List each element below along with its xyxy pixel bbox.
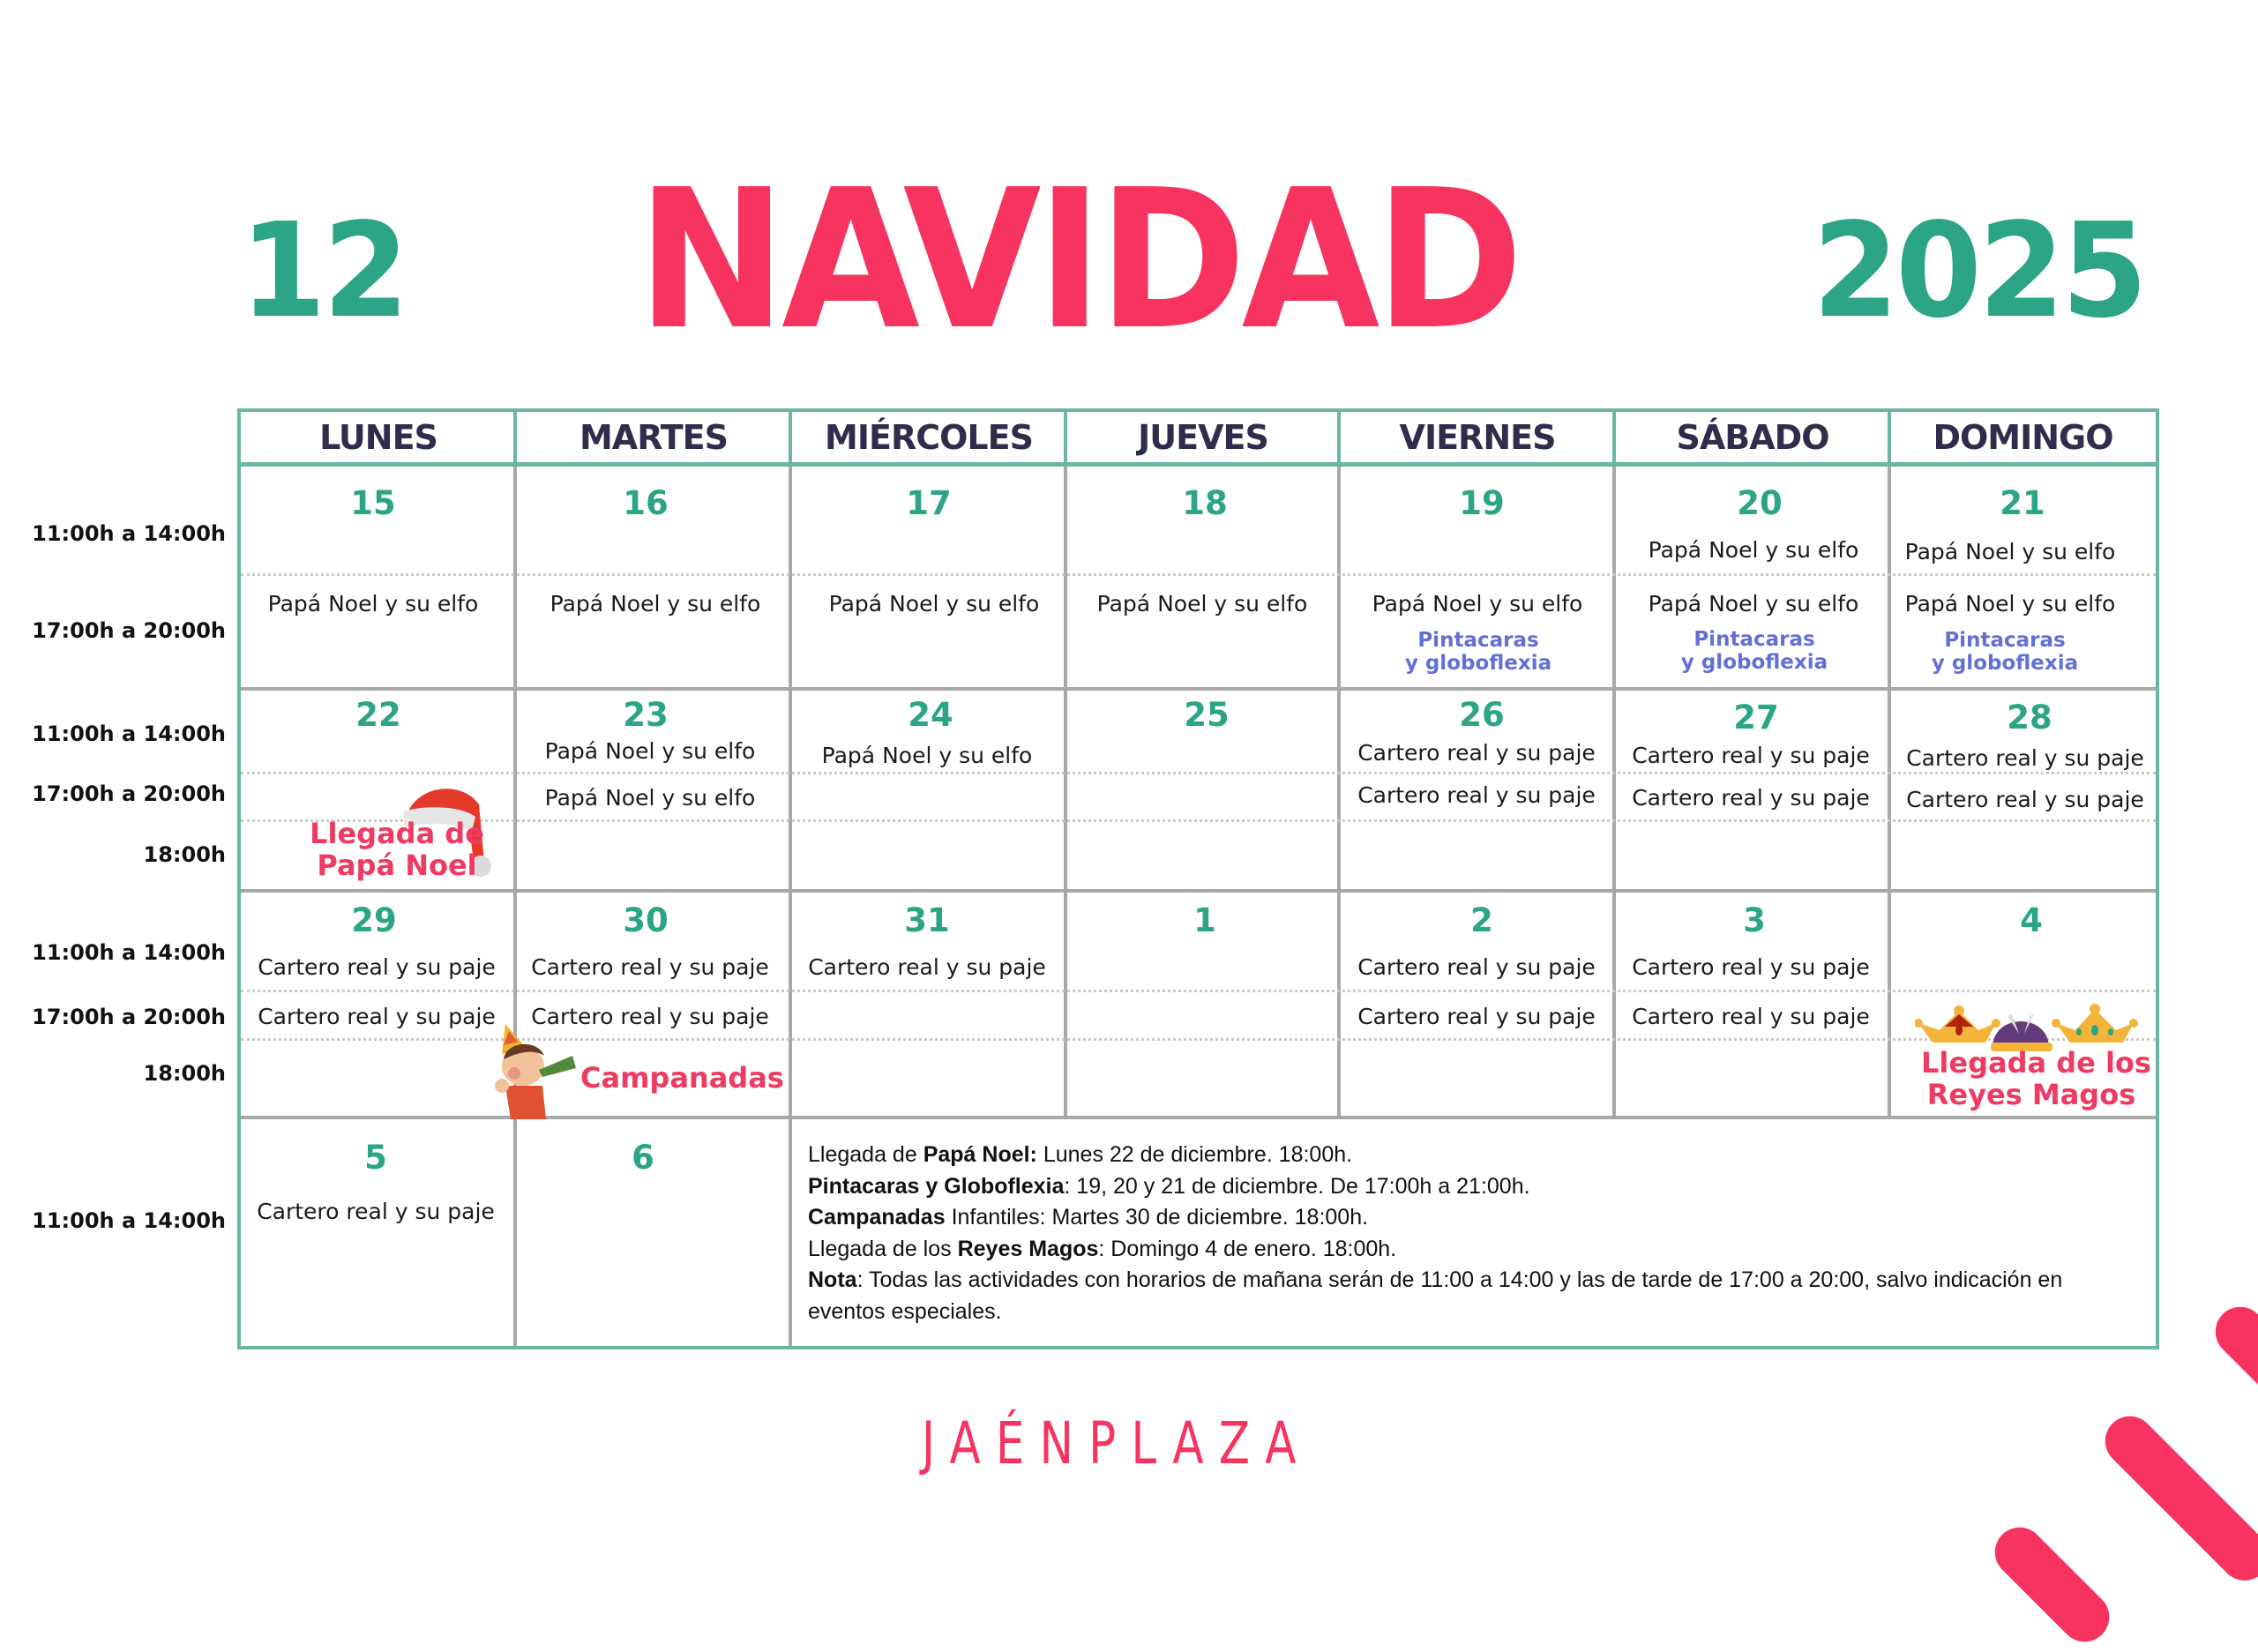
activity: Papá Noel y su elfo	[1648, 537, 1859, 563]
activity: Papá Noel y su elfo	[267, 591, 479, 617]
pintacaras-line: Pintacaras	[1694, 628, 1815, 651]
divider	[1888, 467, 1891, 1119]
slot-divider	[241, 772, 2156, 774]
activity: Cartero real y su paje	[1357, 954, 1596, 980]
activity: Papá Noel y su elfo	[550, 591, 761, 617]
day-number: 21	[2000, 484, 2045, 522]
weekday-lunes: LUNES	[241, 412, 516, 467]
divider	[1888, 412, 1891, 465]
activity: Papá Noel y su elfo	[1372, 591, 1583, 617]
day-number: 28	[2007, 699, 2052, 736]
day-number: 27	[1733, 699, 1779, 736]
pintacaras-label	[1932, 629, 2078, 675]
decorative-stripe	[2205, 1297, 2258, 1419]
time-label: 17:00h a 20:00h	[32, 1005, 226, 1029]
activity: Cartero real y su paje	[1632, 954, 1870, 980]
page-title: NAVIDAD	[637, 149, 1519, 372]
activity: Cartero real y su paje	[257, 1199, 495, 1224]
weekday-sabado: SÁBADO	[1615, 412, 1890, 467]
activity: Cartero real y su paje	[531, 954, 769, 980]
time-label: 11:00h a 14:00h	[32, 940, 226, 965]
day-number: 29	[351, 901, 397, 939]
globoflexia-line: y globoflexia	[1404, 652, 1552, 675]
activity: Papá Noel y su elfo	[821, 743, 1033, 768]
slot-divider	[241, 990, 2156, 992]
slot-divider	[241, 573, 2156, 576]
activity: Cartero real y su paje	[1632, 743, 1870, 768]
activity: Papá Noel y su elfo	[1648, 591, 1859, 617]
pintacaras-line: Pintacaras	[1944, 629, 2066, 652]
time-label: 18:00h	[143, 842, 226, 867]
divider	[789, 467, 792, 1346]
month-number: 12	[240, 195, 407, 347]
campanadas-label: Campanadas	[580, 1061, 784, 1095]
day-number: 17	[906, 484, 952, 522]
special-line: Papá Noel	[317, 848, 477, 882]
divider	[789, 412, 792, 465]
activity: Cartero real y su paje	[1632, 785, 1870, 811]
day-number: 1	[1193, 901, 1216, 939]
activity: Papá Noel y su elfo	[1904, 539, 2116, 564]
activity: Cartero real y su paje	[808, 954, 1046, 980]
activity: Papá Noel y su elfo	[544, 785, 756, 811]
day-number: 16	[623, 484, 669, 522]
activity: Cartero real y su paje	[1357, 740, 1596, 766]
globoflexia-line: y globoflexia	[1680, 651, 1828, 674]
note-line: Campanadas Infantiles: Martes 30 de diciembre. 18:00h.	[808, 1205, 1369, 1230]
day-number: 22	[355, 696, 401, 734]
decorative-stripe	[2095, 1406, 2258, 1590]
activity: Cartero real y su paje	[1357, 782, 1596, 808]
special-line: Reyes Magos	[1926, 1078, 2136, 1111]
row-divider	[241, 687, 2156, 691]
divider	[1612, 467, 1616, 1119]
day-number: 19	[1459, 484, 1505, 522]
note-line: Pintacaras y Globoflexia: 19, 20 y 21 de diciembre. De 17:00h a 21:00h.	[808, 1173, 1530, 1199]
notes-panel	[808, 1140, 2131, 1327]
activity: Cartero real y su paje	[258, 954, 496, 980]
special-line: Llegada de	[310, 817, 484, 850]
day-number: 23	[623, 696, 669, 734]
jaenplaza-logo: JAÉNPLAZA	[922, 1409, 1312, 1477]
row-divider	[241, 889, 2156, 893]
globoflexia-line: y globoflexia	[1931, 652, 2079, 675]
divider	[513, 412, 517, 465]
divider	[1064, 412, 1067, 465]
divider	[1612, 412, 1616, 465]
note-line: Llegada de los Reyes Magos: Domingo 4 de enero. 18:00h.	[808, 1236, 1397, 1261]
divider	[1064, 467, 1067, 1119]
weekday-viernes: VIERNES	[1340, 412, 1615, 467]
time-label: 11:00h a 14:00h	[32, 1208, 226, 1233]
divider	[513, 467, 517, 1346]
day-number: 31	[904, 901, 950, 939]
time-label: 17:00h a 20:00h	[32, 618, 226, 643]
papa-noel-arrival-label	[295, 818, 498, 881]
note-line: Llegada de Papá Noel: Lunes 22 de diciembre. 18:00h.	[808, 1142, 1353, 1167]
activity: Cartero real y su paje	[258, 1004, 496, 1029]
weekday-martes: MARTES	[516, 412, 791, 467]
pintacaras-line: Pintacaras	[1417, 629, 1539, 652]
activity: Papá Noel y su elfo	[1096, 591, 1308, 617]
activity: Papá Noel y su elfo	[828, 591, 1040, 617]
day-number: 2	[1470, 901, 1493, 939]
activity: Cartero real y su paje	[1357, 1004, 1596, 1029]
weekday-domingo: DOMINGO	[1890, 412, 2156, 467]
day-number: 30	[623, 901, 669, 939]
time-label: 17:00h a 20:00h	[32, 781, 226, 806]
activity: Cartero real y su paje	[531, 1004, 769, 1029]
pintacaras-label	[1681, 628, 1828, 674]
divider	[1337, 412, 1341, 465]
activity: Cartero real y su paje	[1632, 1004, 1870, 1029]
year-number: 2025	[1813, 195, 2145, 347]
reyes-magos-arrival-label	[1921, 1046, 2151, 1111]
time-label: 18:00h	[143, 1061, 226, 1086]
day-number: 18	[1182, 484, 1228, 522]
slot-divider	[241, 819, 2156, 822]
time-label: 11:00h a 14:00h	[32, 721, 226, 746]
day-number: 24	[908, 696, 953, 734]
activity: Cartero real y su paje	[1906, 787, 2144, 812]
pintacaras-label	[1405, 629, 1551, 675]
activity: Cartero real y su paje	[1906, 745, 2144, 771]
day-number: 4	[2020, 901, 2043, 939]
time-label: 11:00h a 14:00h	[32, 521, 226, 546]
activity: Papá Noel y su elfo	[544, 738, 756, 764]
party-kid-icon	[493, 1022, 590, 1119]
day-number: 5	[364, 1139, 387, 1177]
activity: Papá Noel y su elfo	[1904, 591, 2116, 617]
day-number: 6	[632, 1139, 654, 1177]
note-line: Nota: Todas las actividades con horarios de mañana serán de 11:00 a 14:00 y las de tarde de 17:00 a 20:00, salvo indicación en eventos especiales.	[808, 1267, 2063, 1324]
special-line: Llegada de los	[1921, 1046, 2151, 1080]
day-number: 3	[1743, 901, 1766, 939]
day-number: 20	[1737, 484, 1783, 522]
weekday-jueves: JUEVES	[1066, 412, 1340, 467]
day-number: 26	[1459, 696, 1505, 734]
day-number: 25	[1184, 696, 1230, 734]
day-number: 15	[350, 484, 396, 522]
divider	[1337, 467, 1341, 1119]
weekday-miercoles: MIÉRCOLES	[791, 412, 1066, 467]
